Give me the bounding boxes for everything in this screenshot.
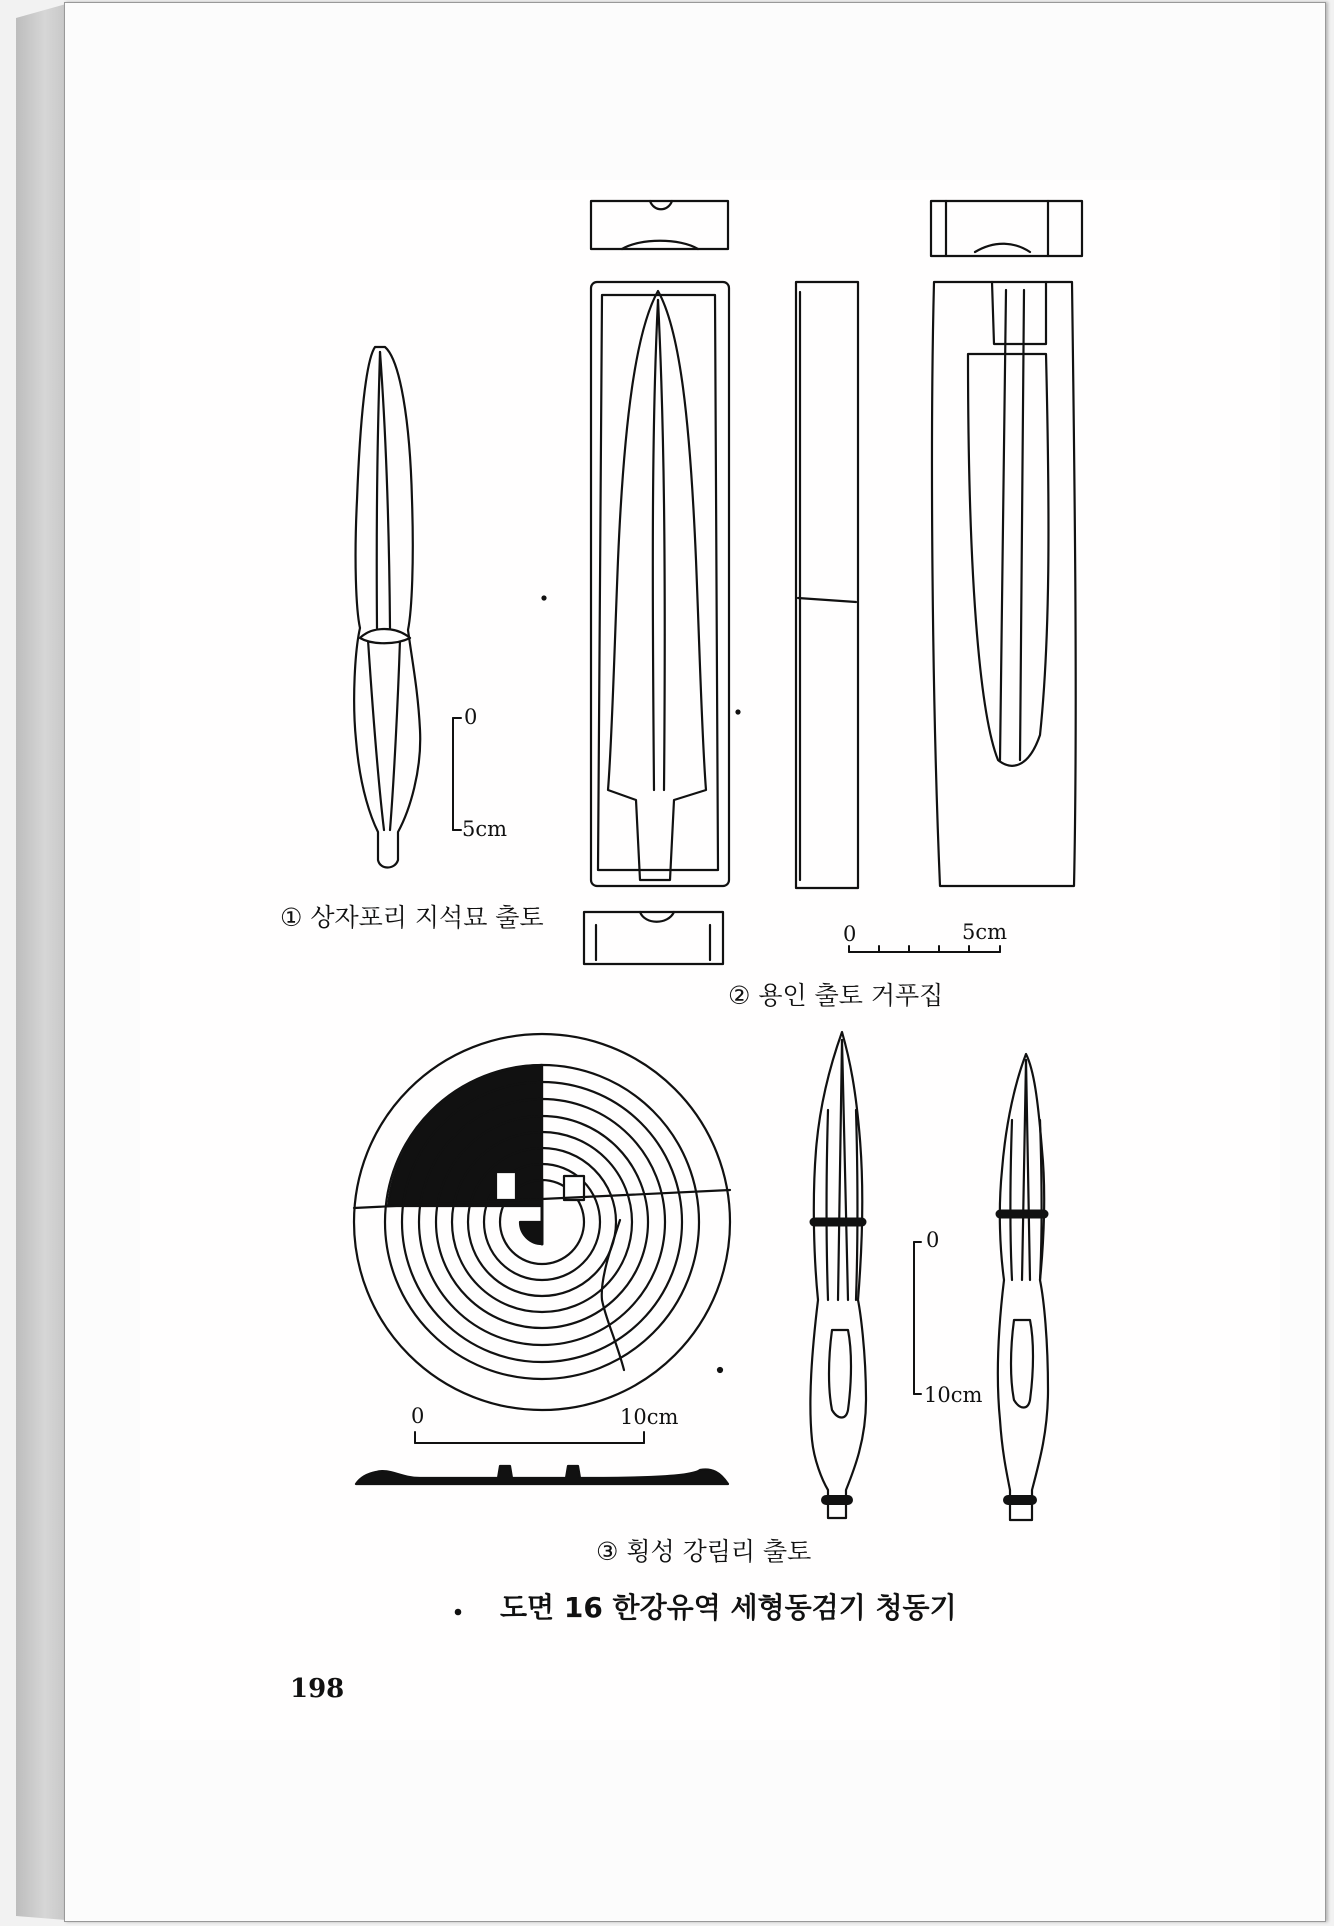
scale-bar-4 [914, 1242, 921, 1394]
scale-bar-3 [415, 1432, 644, 1443]
scale-bar-1-end: 5cm [462, 817, 508, 841]
mould-bottom-end-view [584, 912, 723, 964]
dagger-1-drawing [354, 347, 420, 868]
bronze-mirror-drawing [354, 1034, 730, 1410]
figure-3-caption: ③ 횡성 강림리 출토 [596, 1537, 812, 1566]
scale-bar-2-end: 5cm [962, 920, 1008, 944]
mould-top-end-view [591, 201, 728, 249]
mould-side-view [796, 282, 858, 888]
page-number: 198 [290, 1674, 345, 1704]
dagger-3a-drawing [810, 1032, 866, 1518]
scale-bar-4-end: 10cm [924, 1383, 983, 1407]
mould-face-second-half [932, 282, 1076, 886]
scale-bar-4-zero: 0 [926, 1228, 940, 1252]
plate-caption: 도면 16 한강유역 세형동검기 청동기 [500, 1591, 957, 1624]
figure-1-caption: ① 상자포리 지석묘 출토 [280, 903, 544, 932]
scale-bar-2 [849, 946, 1000, 952]
mould-face-with-dagger [591, 282, 729, 886]
dagger-3b-drawing [998, 1054, 1048, 1520]
scale-bar-2-zero: 0 [843, 922, 857, 946]
scale-bar-3-zero: 0 [411, 1404, 425, 1428]
scale-bar-3-end: 10cm [620, 1405, 679, 1429]
figure-2-caption: ② 용인 출토 거푸집 [728, 981, 944, 1010]
mirror-cross-section [356, 1466, 728, 1484]
mould-top-end-view-2 [931, 201, 1082, 256]
scale-bar-1-zero: 0 [464, 705, 478, 729]
scale-bar-1 [453, 718, 461, 830]
